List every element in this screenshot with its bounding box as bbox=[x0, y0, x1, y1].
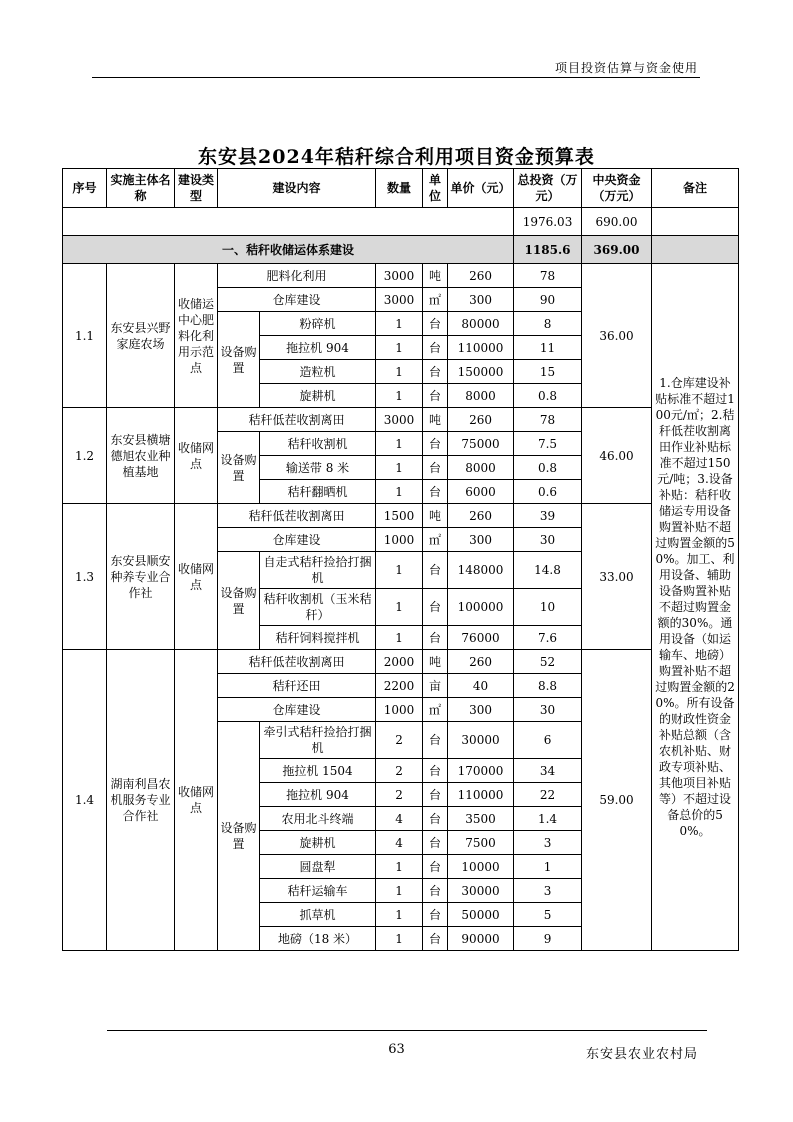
row-qty: 1500 bbox=[376, 504, 423, 528]
table-row bbox=[63, 408, 739, 432]
table-title: 东安县2024年秸秆综合利用项目资金预算表 bbox=[198, 146, 595, 168]
section-row bbox=[63, 236, 739, 264]
row-subtype: 设备购置 bbox=[218, 432, 260, 504]
row-price: 3500 bbox=[448, 807, 514, 831]
row-unit: 台 bbox=[423, 903, 448, 927]
row-unit: 吨 bbox=[423, 408, 448, 432]
row-central: 46.00 bbox=[582, 408, 652, 504]
row-price: 6000 bbox=[448, 480, 514, 504]
row-price: 10000 bbox=[448, 855, 514, 879]
row-type: 收储网点 bbox=[175, 408, 218, 504]
row-total: 0.8 bbox=[514, 456, 582, 480]
row-content: 秸秆翻晒机 bbox=[260, 480, 376, 504]
row-unit: 台 bbox=[423, 336, 448, 360]
row-qty: 3000 bbox=[376, 408, 423, 432]
row-content: 输送带 8 米 bbox=[260, 456, 376, 480]
row-qty: 4 bbox=[376, 807, 423, 831]
page-number: 63 bbox=[388, 1042, 405, 1057]
grand-total-central: 690.00 bbox=[582, 208, 652, 236]
row-total: 10 bbox=[514, 589, 582, 626]
row-content: 拖拉机 1504 bbox=[260, 759, 376, 783]
budget-table bbox=[62, 168, 739, 951]
row-seq: 1.2 bbox=[63, 408, 107, 504]
row-unit: 吨 bbox=[423, 650, 448, 674]
grand-total-blank bbox=[63, 208, 514, 236]
section-remark-blank bbox=[652, 236, 739, 264]
row-total: 78 bbox=[514, 408, 582, 432]
row-total: 1.4 bbox=[514, 807, 582, 831]
row-price: 76000 bbox=[448, 626, 514, 650]
row-seq: 1.1 bbox=[63, 264, 107, 408]
row-unit: 台 bbox=[423, 927, 448, 951]
row-qty: 1000 bbox=[376, 698, 423, 722]
row-price: 80000 bbox=[448, 312, 514, 336]
row-type: 收储运中心肥料化利用示范点 bbox=[175, 264, 218, 408]
row-central: 36.00 bbox=[582, 264, 652, 408]
row-total: 78 bbox=[514, 264, 582, 288]
row-content: 秸秆低茬收割离田 bbox=[218, 408, 376, 432]
row-unit: 台 bbox=[423, 312, 448, 336]
row-qty: 1 bbox=[376, 589, 423, 626]
row-content: 牵引式秸秆捡拾打捆机 bbox=[260, 722, 376, 759]
row-qty: 2 bbox=[376, 783, 423, 807]
row-qty: 1 bbox=[376, 855, 423, 879]
row-content: 肥料化利用 bbox=[218, 264, 376, 288]
row-unit: 台 bbox=[423, 722, 448, 759]
row-total: 8.8 bbox=[514, 674, 582, 698]
row-total: 0.6 bbox=[514, 480, 582, 504]
row-qty: 1 bbox=[376, 879, 423, 903]
row-total: 6 bbox=[514, 722, 582, 759]
row-type: 收储网点 bbox=[175, 650, 218, 951]
row-qty: 1 bbox=[376, 456, 423, 480]
row-unit: 台 bbox=[423, 807, 448, 831]
row-qty: 3000 bbox=[376, 264, 423, 288]
row-content: 旋耕机 bbox=[260, 384, 376, 408]
row-unit: 台 bbox=[423, 480, 448, 504]
row-price: 300 bbox=[448, 528, 514, 552]
row-subtype: 设备购置 bbox=[218, 722, 260, 951]
row-price: 110000 bbox=[448, 783, 514, 807]
remark-note: 1.仓库建设补贴标准不超过100元/㎡；2.秸秆低茬收割离田作业补贴标准不超过150元/吨；3.设备补贴：秸秆收储运专用设备购置补贴不超过购置金额的50%。加工、利用设备、辅助设备购置补贴不超过购置金额的30%。通用设备（如运输车、地磅）购置补贴不超过购置金额的20%。所有设备的财政性资金补贴总额（含农机补贴、财政专项补贴、其他项目补贴等）不超过设备总价的50%。 bbox=[652, 264, 739, 951]
row-content: 仓库建设 bbox=[218, 528, 376, 552]
row-price: 170000 bbox=[448, 759, 514, 783]
table-row bbox=[63, 504, 739, 528]
row-price: 110000 bbox=[448, 336, 514, 360]
grand-total-remark-blank bbox=[652, 208, 739, 236]
row-qty: 4 bbox=[376, 831, 423, 855]
row-price: 90000 bbox=[448, 927, 514, 951]
row-subtype: 设备购置 bbox=[218, 312, 260, 408]
row-content: 秸秆饲料搅拌机 bbox=[260, 626, 376, 650]
col-header-central: 中央资金（万元） bbox=[582, 169, 652, 208]
row-qty: 1 bbox=[376, 384, 423, 408]
row-content: 秸秆低茬收割离田 bbox=[218, 650, 376, 674]
row-seq: 1.3 bbox=[63, 504, 107, 650]
row-total: 39 bbox=[514, 504, 582, 528]
row-qty: 1 bbox=[376, 312, 423, 336]
row-total: 52 bbox=[514, 650, 582, 674]
row-unit: 台 bbox=[423, 626, 448, 650]
row-content: 造粒机 bbox=[260, 360, 376, 384]
row-content: 仓库建设 bbox=[218, 288, 376, 312]
row-entity: 东安县顺安种养专业合作社 bbox=[107, 504, 175, 650]
col-header-total: 总投资（万元） bbox=[514, 169, 582, 208]
row-unit: 吨 bbox=[423, 504, 448, 528]
row-unit: 台 bbox=[423, 384, 448, 408]
row-unit: 亩 bbox=[423, 674, 448, 698]
row-content: 抓草机 bbox=[260, 903, 376, 927]
row-unit: 台 bbox=[423, 589, 448, 626]
row-total: 34 bbox=[514, 759, 582, 783]
row-unit: 台 bbox=[423, 759, 448, 783]
header-divider bbox=[92, 77, 700, 78]
row-unit: ㎡ bbox=[423, 528, 448, 552]
grand-total-investment: 1976.03 bbox=[514, 208, 582, 236]
row-total: 14.8 bbox=[514, 552, 582, 589]
row-total: 90 bbox=[514, 288, 582, 312]
col-header-remark: 备注 bbox=[652, 169, 739, 208]
row-unit: 台 bbox=[423, 879, 448, 903]
row-central: 59.00 bbox=[582, 650, 652, 951]
row-price: 300 bbox=[448, 288, 514, 312]
row-seq: 1.4 bbox=[63, 650, 107, 951]
row-content: 秸秆还田 bbox=[218, 674, 376, 698]
row-qty: 2200 bbox=[376, 674, 423, 698]
row-content: 自走式秸秆捡拾打捆机 bbox=[260, 552, 376, 589]
col-header-type: 建设类型 bbox=[175, 169, 218, 208]
row-price: 50000 bbox=[448, 903, 514, 927]
row-qty: 1 bbox=[376, 432, 423, 456]
row-unit: 台 bbox=[423, 360, 448, 384]
running-header: 项目投资估算与资金使用 bbox=[554, 61, 698, 75]
col-header-qty: 数量 bbox=[376, 169, 423, 208]
row-qty: 2 bbox=[376, 759, 423, 783]
row-entity: 东安县兴野家庭农场 bbox=[107, 264, 175, 408]
footer-organization: 东安县农业农村局 bbox=[585, 1047, 698, 1062]
header-row bbox=[63, 169, 739, 208]
row-qty: 1 bbox=[376, 336, 423, 360]
row-price: 260 bbox=[448, 264, 514, 288]
col-header-seq: 序号 bbox=[63, 169, 107, 208]
row-price: 100000 bbox=[448, 589, 514, 626]
row-price: 8000 bbox=[448, 384, 514, 408]
row-qty: 1 bbox=[376, 626, 423, 650]
row-qty: 1 bbox=[376, 552, 423, 589]
row-price: 8000 bbox=[448, 456, 514, 480]
row-content: 仓库建设 bbox=[218, 698, 376, 722]
row-content: 旋耕机 bbox=[260, 831, 376, 855]
row-qty: 1 bbox=[376, 903, 423, 927]
grand-total-row bbox=[63, 208, 739, 236]
row-content: 农用北斗终端 bbox=[260, 807, 376, 831]
row-qty: 2000 bbox=[376, 650, 423, 674]
row-subtype: 设备购置 bbox=[218, 552, 260, 650]
row-total: 7.5 bbox=[514, 432, 582, 456]
table-row bbox=[63, 264, 739, 288]
row-qty: 1 bbox=[376, 360, 423, 384]
row-qty: 2 bbox=[376, 722, 423, 759]
row-content: 拖拉机 904 bbox=[260, 336, 376, 360]
table-row bbox=[63, 650, 739, 674]
row-content: 粉碎机 bbox=[260, 312, 376, 336]
row-total: 15 bbox=[514, 360, 582, 384]
row-central: 33.00 bbox=[582, 504, 652, 650]
row-price: 260 bbox=[448, 408, 514, 432]
row-price: 30000 bbox=[448, 722, 514, 759]
row-total: 7.6 bbox=[514, 626, 582, 650]
row-price: 150000 bbox=[448, 360, 514, 384]
row-price: 300 bbox=[448, 698, 514, 722]
row-type: 收储网点 bbox=[175, 504, 218, 650]
row-qty: 1 bbox=[376, 927, 423, 951]
row-qty: 3000 bbox=[376, 288, 423, 312]
row-total: 30 bbox=[514, 528, 582, 552]
col-header-unit: 单位 bbox=[423, 169, 448, 208]
row-content: 秸秆低茬收割离田 bbox=[218, 504, 376, 528]
row-total: 30 bbox=[514, 698, 582, 722]
col-header-content: 建设内容 bbox=[218, 169, 376, 208]
row-content: 秸秆收割机（玉米秸秆） bbox=[260, 589, 376, 626]
row-entity: 东安县横塘德旭农业种植基地 bbox=[107, 408, 175, 504]
row-qty: 1 bbox=[376, 480, 423, 504]
row-total: 22 bbox=[514, 783, 582, 807]
footer-divider bbox=[107, 1030, 707, 1031]
row-content: 秸秆运输车 bbox=[260, 879, 376, 903]
row-unit: ㎡ bbox=[423, 698, 448, 722]
row-qty: 1000 bbox=[376, 528, 423, 552]
row-content: 秸秆收割机 bbox=[260, 432, 376, 456]
row-unit: 台 bbox=[423, 783, 448, 807]
row-total: 0.8 bbox=[514, 384, 582, 408]
row-total: 9 bbox=[514, 927, 582, 951]
row-price: 260 bbox=[448, 650, 514, 674]
row-price: 7500 bbox=[448, 831, 514, 855]
row-price: 40 bbox=[448, 674, 514, 698]
row-total: 3 bbox=[514, 879, 582, 903]
row-price: 148000 bbox=[448, 552, 514, 589]
row-price: 30000 bbox=[448, 879, 514, 903]
row-unit: 台 bbox=[423, 552, 448, 589]
row-total: 8 bbox=[514, 312, 582, 336]
section-central: 369.00 bbox=[582, 236, 652, 264]
row-total: 11 bbox=[514, 336, 582, 360]
row-total: 1 bbox=[514, 855, 582, 879]
row-total: 5 bbox=[514, 903, 582, 927]
row-entity: 湖南利昌农机服务专业合作社 bbox=[107, 650, 175, 951]
row-unit: 台 bbox=[423, 432, 448, 456]
section-label: 一、秸秆收储运体系建设 bbox=[63, 236, 514, 264]
col-header-price: 单价（元） bbox=[448, 169, 514, 208]
row-unit: 台 bbox=[423, 831, 448, 855]
row-unit: 台 bbox=[423, 456, 448, 480]
row-unit: 吨 bbox=[423, 264, 448, 288]
row-price: 260 bbox=[448, 504, 514, 528]
col-header-entity: 实施主体名称 bbox=[107, 169, 175, 208]
row-total: 3 bbox=[514, 831, 582, 855]
row-unit: 台 bbox=[423, 855, 448, 879]
row-price: 75000 bbox=[448, 432, 514, 456]
section-total: 1185.6 bbox=[514, 236, 582, 264]
row-content: 地磅（18 米） bbox=[260, 927, 376, 951]
row-content: 圆盘犁 bbox=[260, 855, 376, 879]
row-unit: ㎡ bbox=[423, 288, 448, 312]
row-content: 拖拉机 904 bbox=[260, 783, 376, 807]
